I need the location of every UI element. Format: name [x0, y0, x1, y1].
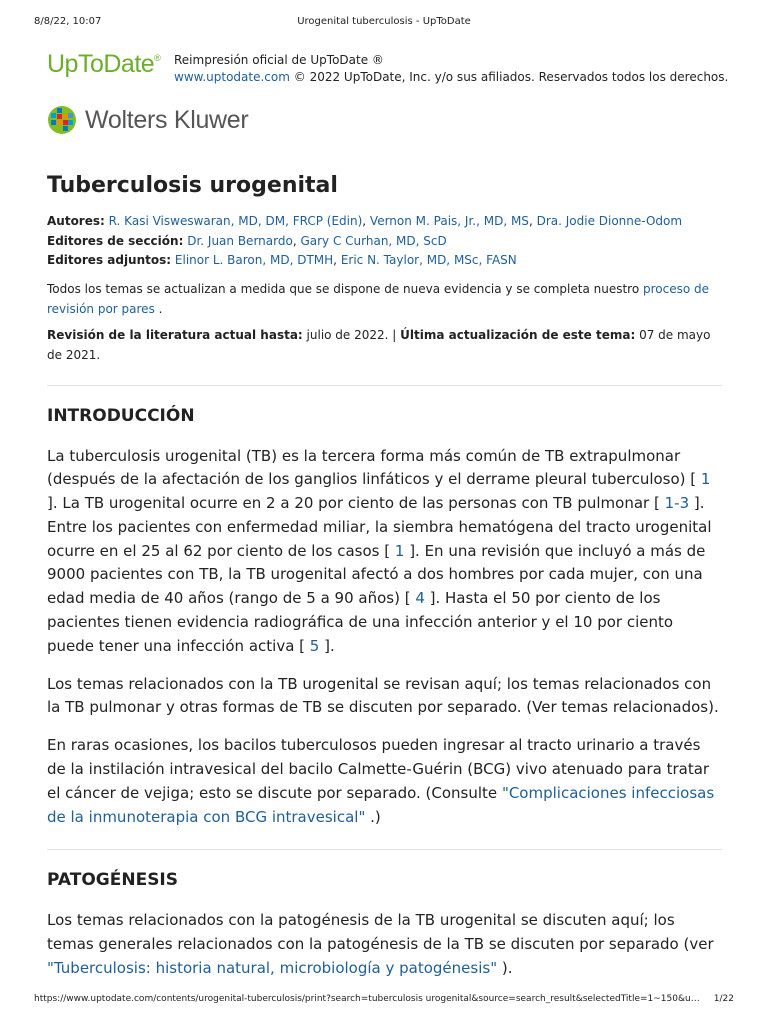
- print-header: [0, 16, 768, 30]
- reference-link[interactable]: 1-3: [664, 494, 690, 513]
- wolters-kluwer-logo: [47, 104, 347, 138]
- review-label: Revisión de la literatura actual hasta:: [47, 327, 303, 342]
- section-editors-row: Editores de sección: Dr. Juan Bernardo, Gary C Curhan, MD, ScD: [47, 233, 447, 248]
- update-note-text: Todos los temas se actualizan a medida que se dispone de nueva evidencia y se completa nuestro: [47, 281, 643, 296]
- intro-text: ]. La TB urogenital ocurre en 2 a 20 por ciento de las personas con TB pulmonar [: [47, 494, 665, 513]
- intro-heading: INTRODUCCIÓN: [47, 405, 195, 426]
- section-divider: [47, 849, 722, 850]
- print-footer: [0, 994, 768, 1008]
- updated-value: 07 de mayo de 2021.: [47, 327, 711, 362]
- deputy-editors-label: Editores adjuntos:: [47, 253, 172, 267]
- copyright-line: [174, 69, 728, 86]
- review-divider: |: [388, 327, 401, 342]
- peer-review-link[interactable]: proceso de revisión por pares: [47, 281, 710, 316]
- reprint-line: Reimpresión oficial de UpToDate ®: [174, 53, 384, 67]
- deputy-editor-link[interactable]: Eric N. Taylor, MD, MSc, FASN: [340, 253, 517, 267]
- section-divider: [47, 385, 722, 386]
- section-editors-label: Editores de sección:: [47, 233, 184, 248]
- print-datetime: 8/8/22, 10:07: [34, 16, 102, 27]
- intro-paragraph-3: [47, 734, 722, 829]
- pathogenesis-heading: PATOGÉNESIS: [47, 870, 179, 891]
- authors-row: Autores: R. Kasi Visweswaran, MD, DM, FRCP (Edin), Vernon M. Pais, Jr., MD, MS, Dra. Jodie Dionne-Odom: [47, 214, 683, 228]
- update-note-end: .: [154, 301, 163, 316]
- article-content: [47, 170, 722, 981]
- review-value: julio de 2022.: [306, 327, 389, 342]
- intro-text: ]. En una revisión que incluyó a más de 9000 pacientes con TB, la TB urogenital afectó a dos hombres por cada mujer, con una edad media de 40 años (rango de 5 a 90 años) [: [47, 541, 706, 608]
- intro-text: En raras ocasiones, los bacilos tuberculosos pueden ingresar al tracto urinario a través de la instilación intravesical del bacilo Calmette-Guérin (BCG) vivo atenuado para tratar el cáncer de vejiga; esto se discute por separado. (Consulte: [47, 736, 710, 802]
- wolters-kluwer-wordmark: Wolters Kluwer: [85, 106, 249, 134]
- author-link[interactable]: Vernon M. Pais, Jr., MD, MS: [369, 214, 529, 228]
- intro-text: .): [365, 807, 381, 826]
- intro-paragraph-1: [47, 445, 722, 659]
- reference-link[interactable]: 1: [700, 470, 711, 489]
- deputy-editors-row: Editores adjuntos: Elinor L. Baron, MD, DTMH, Eric N. Taylor, MD, MSc, FASN: [47, 253, 517, 267]
- pathogenesis-text: Los temas relacionados con la patogénesis de la TB urogenital se discuten aquí; los temas generales relacionados con la patogénesis de la TB se discuten por separado (ver: [47, 911, 714, 954]
- pathogenesis-text: ).: [497, 959, 513, 978]
- wolters-kluwer-mark-icon: [47, 105, 77, 135]
- article-credits: [47, 212, 722, 271]
- author-link[interactable]: Dra. Jodie Dionne-Odom: [536, 214, 683, 228]
- copyright-text: © 2022 UpToDate, Inc. y/o sus afiliados. Reservados todos los derechos.: [289, 70, 729, 84]
- page-number: 1/22: [713, 994, 734, 1004]
- uptodate-site-link[interactable]: www.uptodate.com: [174, 70, 290, 84]
- brand-header: [47, 50, 737, 90]
- reference-link[interactable]: 1: [394, 541, 405, 560]
- bcg-complications-link[interactable]: "Complicaciones infecciosas de la inmunoterapia con BCG intravesical": [47, 783, 715, 826]
- review-dates: [47, 325, 722, 365]
- deputy-editor-link[interactable]: Elinor L. Baron, MD, DTMH: [174, 253, 334, 267]
- uptodate-logo: [47, 50, 160, 79]
- authors-label: Autores:: [47, 214, 105, 228]
- reference-link[interactable]: 4: [415, 589, 425, 608]
- intro-text: La tuberculosis urogenital (TB) es la tercera forma más común de TB extrapulmonar (después de la afectación de los ganglios linfáticos y el derrame pleural tuberculoso) [: [47, 446, 701, 489]
- section-editor-link[interactable]: Gary C Curhan, MD, ScD: [300, 233, 447, 248]
- page-title: Tuberculosis urogenital: [47, 173, 338, 198]
- intro-paragraph-2: Los temas relacionados con la TB urogenital se revisan aquí; los temas relacionados con la TB pulmonar y otras formas de TB se discuten por separado. (Ver temas relacionados).: [47, 674, 719, 717]
- update-note: [47, 279, 722, 319]
- section-editor-link[interactable]: Dr. Juan Bernardo: [187, 233, 293, 248]
- intro-text: ].: [319, 636, 335, 655]
- intro-text: ]. Entre los pacientes con enfermedad miliar, la siembra hematógena del tracto urogenital ocurre en el 25 al 62 por ciento de los casos [: [47, 494, 712, 560]
- pathogenesis-paragraph-1: [47, 909, 722, 980]
- reference-link[interactable]: 5: [309, 636, 320, 655]
- tb-pathogenesis-link[interactable]: "Tuberculosis: historia natural, microbiología y patogénesis": [47, 959, 498, 978]
- uptodate-logo-text: UpToDate: [47, 50, 155, 78]
- registered-mark: ®: [154, 52, 161, 63]
- updated-label: Última actualización de este tema:: [400, 327, 636, 342]
- intro-text: ]. Hasta el 50 por ciento de los pacientes tienen evidencia radiográfica de una infección anterior y el 10 por ciento puede tener una infección activa [: [47, 589, 674, 655]
- reprint-notice: [174, 52, 728, 86]
- author-link[interactable]: R. Kasi Visweswaran, MD, DM, FRCP (Edin): [108, 214, 363, 228]
- print-document-title: Urogenital tuberculosis - UpToDate: [297, 16, 471, 27]
- print-url: https://www.uptodate.com/contents/urogenital-tuberculosis/print?search=tuberculosis urogenital&source=search_result&selectedTitle=1~150&us…: [34, 994, 704, 1004]
